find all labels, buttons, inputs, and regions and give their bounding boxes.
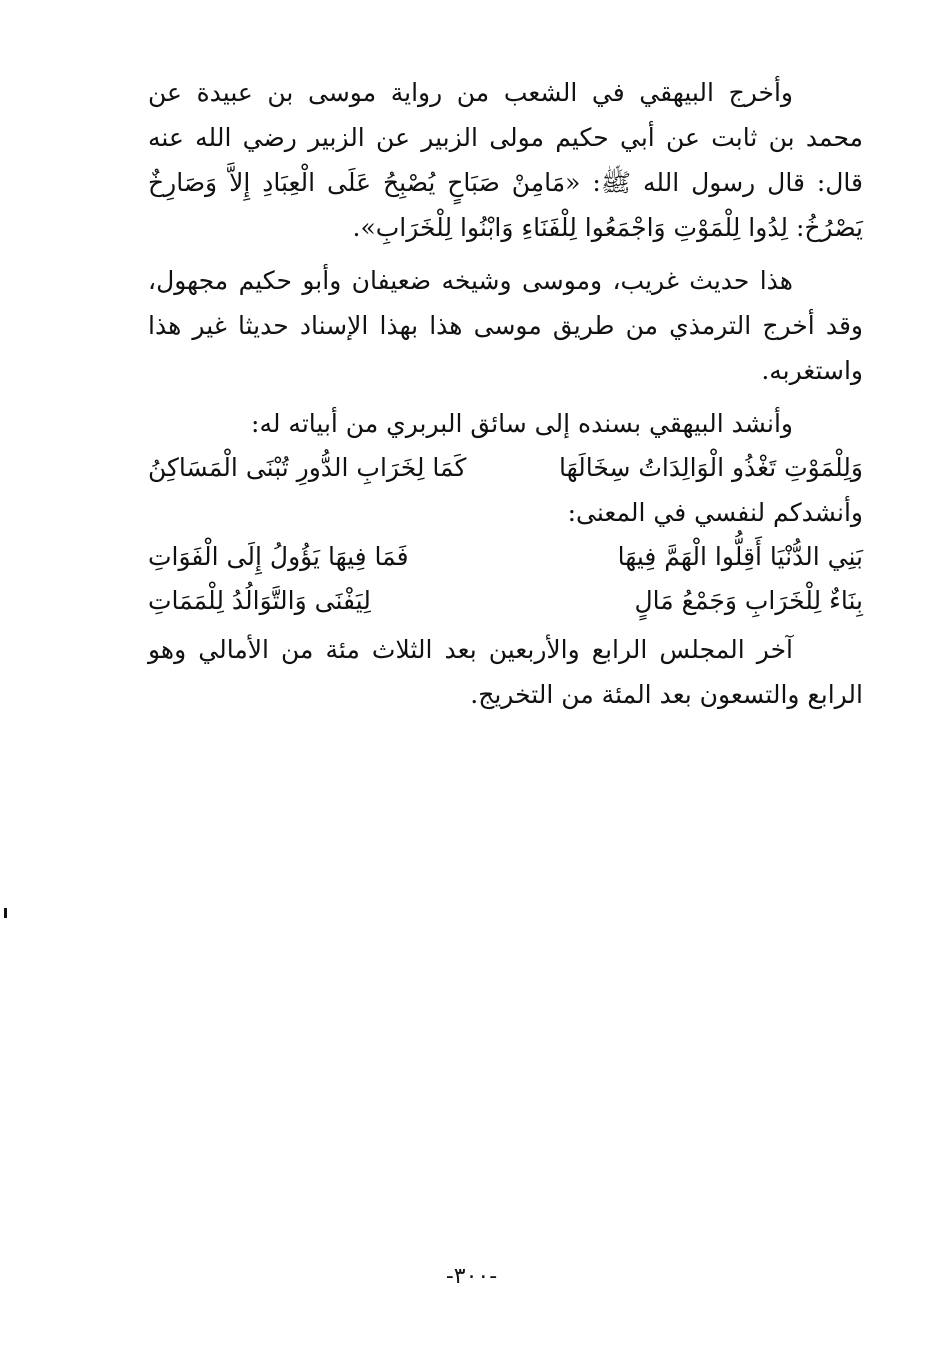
poem-verse-1-second-hemistich: كَمَا لِخَرَابِ الدُّورِ تُبْنَى الْمَسَاكِنُ <box>148 453 467 482</box>
poem-verse-3-first-hemistich: بِنَاءٌ لِلْخَرَابِ وَجَمْعُ مَالٍ <box>634 586 863 615</box>
page-number: -٣٠٠- <box>445 1264 498 1289</box>
poem-verse-1-first-hemistich: وَلِلْمَوْتِ تَغْذُو الْوَالِدَاتُ سِخَالَهَا <box>558 453 863 482</box>
paragraph-session-end: آخر المجلس الرابع والأربعين بعد الثلاث مئة من الأمالي وهو الرابع والتسعون بعد المئة من التخريج. <box>148 635 863 709</box>
paragraph-hadith: وأخرج البيهقي في الشعب من رواية موسى بن عبيدة عن محمد بن ثابت عن أبي حكيم مولى الزبير عن الزبير رضي الله عنه قال: قال رسول الله ﷺ: «مَامِنْ صَبَاحٍ يُصْبِحُ عَلَى الْعِبَادِ إِلاَّ وَصَارِخٌ يَصْرُخُ: لِدُوا لِلْمَوْتِ وَاجْمَعُوا لِلْفَنَاءِ وَابْنُوا لِلْخَرَابِ». <box>148 78 863 242</box>
page-body <box>148 70 863 717</box>
paragraph-poem-intro: وأنشد البيهقي بسنده إلى سائق البربري من أبياته له: <box>251 409 793 438</box>
poem-verse-1 <box>148 446 863 490</box>
poem-verse-3 <box>148 579 863 623</box>
spacer <box>148 393 863 401</box>
paragraph-own-poem-intro: وأنشدكم لنفسي في المعنى: <box>567 498 863 527</box>
poem-verse-2 <box>148 535 863 579</box>
poem-verse-2-first-hemistich: بَنِي الدُّنْيَا أَقِلُّوا الْهَمَّ فِيهَا <box>617 542 863 571</box>
spacer <box>148 250 863 258</box>
paragraph-commentary: هذا حديث غريب، وموسى وشيخه ضعيفان وأبو حكيم مجهول، وقد أخرج الترمذي من طريق موسى هذا بهذا الإسناد حديثا غير هذا واستغربه. <box>148 266 863 385</box>
poem-verse-3-second-hemistich: لِيَفْنَى وَالتَّوَالُدُ لِلْمَمَاتِ <box>148 586 371 615</box>
margin-mark <box>4 908 7 918</box>
poem-verse-2-second-hemistich: فَمَا فِيهَا يَؤُولُ إِلَى الْفَوَاتِ <box>148 542 409 571</box>
